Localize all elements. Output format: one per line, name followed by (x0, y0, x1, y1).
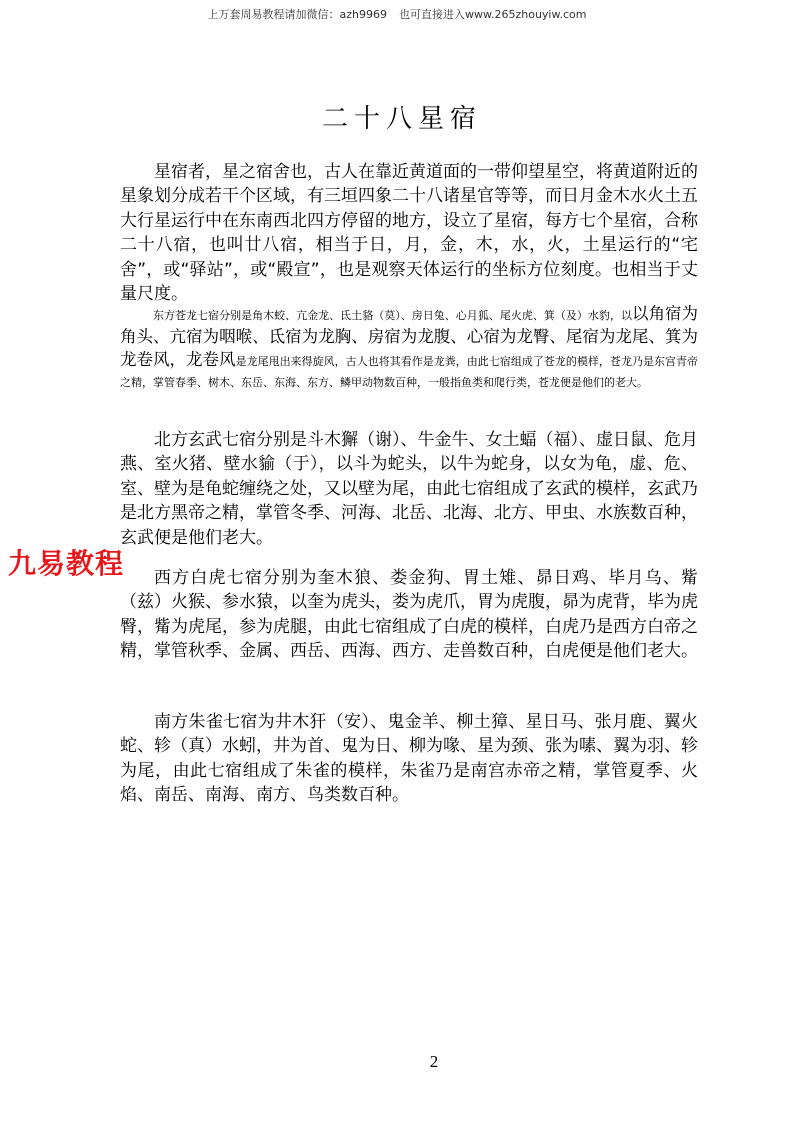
page-number: 2 (429, 1052, 439, 1071)
east-closing-small-text: 是龙尾甩出来得旋风，古人也将其看作是龙粪，由此七宿组成了苍龙的模样，苍龙乃是东宫青帝之精，掌管春季、树木、东岳、东海、东方、鳞甲动物数百种，一般指鱼类和爬行类，苍龙便是他们的老大。 (120, 355, 699, 389)
paragraph-west-white-tiger: 西方白虎七宿分别为奎木狼、娄金狗、胃土雉、昴日鸡、毕月乌、觜（兹）火猴、参水猿，以奎为虎头，娄为虎爪，胃为虎腹，昴为虎背，毕为虎臀，觜为虎尾，参为虎腿，由此七宿组成了白虎的模样，白虎乃是西方白帝之精，掌管秋季、金属、西岳、西海、西方、走兽数百种，白虎便是他们老大。 (120, 568, 698, 662)
promo-text: 上万套周易教程请加微信：azh9969 (207, 8, 387, 21)
east-intro-small-text: 东方苍龙七宿分别是角木蛟、亢金龙、氐土貉（莫）、房日兔、心月狐、尾火虎、箕（及）水豹，以 (153, 309, 632, 322)
website-link[interactable]: 也可直接进入www.265zhouyiw.com (399, 8, 587, 21)
paragraph-east-azure-dragon (120, 303, 698, 393)
paragraph-intro: 星宿者，星之宿舍也，古人在靠近黄道面的一带仰望星空，将黄道附近的星象划分成若干个区域，有三垣四象二十八诸星官等等，而日月金木水火土五大行星运行中在东南西北四方停留的地方，设立了星宿，每方七个星宿，合称二十八宿，也叫廿八宿，相当于日，月，金，木，水，火，土星运行的“宅舍”，或“驿站”，或“殿宣”，也是观察天体运行的坐标方位刻度。也相当于丈量尺度。 (120, 162, 698, 305)
paragraph-south-vermilion-bird: 南方朱雀七宿为井木犴（安）、鬼金羊、柳土獐、星日马、张月鹿、翼火蛇、轸（真）水蚓，井为首、鬼为日、柳为喙、星为颈、张为嗉、翼为羽、轸为尾，由此七宿组成了朱雀的模样，朱雀乃是南宫赤帝之精，掌管夏季、火焰、南岳、南海、南方、鸟类数百种。 (120, 712, 698, 806)
page-title: 二十八星宿 (321, 104, 482, 134)
watermark-logo: 九易教程 (8, 547, 125, 580)
east-mansion-mapping-text: 以角宿为角头、亢宿为咽喉、氐宿为龙胸、房宿为龙腹、心宿为龙臀、尾宿为龙尾、箕为龙卷风，龙卷风 (120, 304, 699, 369)
paragraph-north-black-tortoise: 北方玄武七宿分别是斗木獬（谢）、牛金牛、女土蝠（福）、虚日鼠、危月燕、室火猪、壁水貐（于），以斗为蛇头，以牛为蛇身，以女为龟，虚、危、室、壁为是龟蛇缠绕之处，又以壁为尾，由此七宿组成了玄武的模样，玄武乃是北方黑帝之精，掌管冬季、河海、北岳、北海、北方、甲虫、水族数百种，玄武便是他们老大。 (120, 430, 698, 548)
header-promo-note (0, 6, 794, 22)
